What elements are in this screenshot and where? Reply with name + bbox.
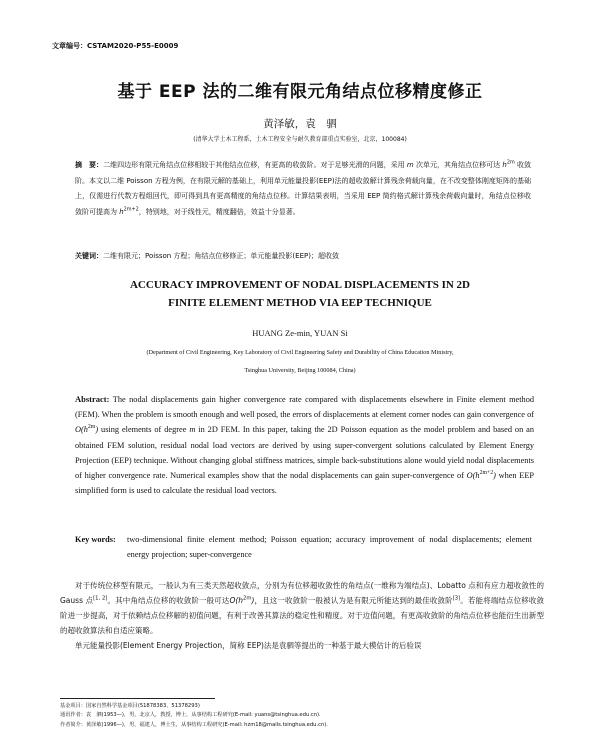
big-o-term: O(h: [466, 471, 480, 481]
abstract-chinese-exponent: 2m+2: [123, 206, 139, 213]
abstract-english-text: in 2D FEM. In this paper, taking the 2D Poisson equation as the model problem and based on an obtained FEM solution, residual nodal load vectors are derived by using super-convergent solutions calculated by Element Energy Projection (EEP) technique. Without changing global stiffness matrices, simple back-substitutions alone would yield nodal displacements of higher convergence rate. Numerical examples show that the nodal displacements can gain super-convergence of: [75, 425, 534, 481]
footnote-funding: 基金项目：国家自然科学基金项目(51878383、51378293): [60, 703, 200, 709]
keywords-chinese-text: 二维有限元；Poisson 方程；角结点位移修正；单元能量投影(EEP)；超收敛: [103, 252, 339, 260]
body-text-run: ，且这一收敛阶一般被认为是有限元所能达到的最佳收敛阶: [254, 596, 453, 605]
affiliation-english-line: (Department of Civil Engineering, Key Laboratory of Civil Engineering Safety and Durability of China Education Ministry,: [146, 349, 454, 356]
keywords-chinese-label: 关键词：: [75, 252, 103, 260]
body-text: [60, 578, 544, 653]
abstract-english-text: The nodal displacements gain higher convergence rate compared with displacements elsewhere in Finite element method (FEM). When the problem is smooth enough and well posed, the errors of displacements at element corner nodes can gain convergence of: [75, 395, 534, 420]
abstract-english-text: when EEP simplified form is used to calculate the residual load vectors.: [75, 471, 535, 496]
footnote-corresponding-author: 通讯作者：袁 驷(1953—)，男，北京人，教授，博士，从事结构工程研究(E-mail: yuans@tsinghua.edu.cn).: [60, 712, 321, 719]
title-english-line: ACCURACY IMPROVEMENT OF NODAL DISPLACEMENTS IN 2D: [129, 279, 470, 291]
body-paragraph: [60, 578, 544, 638]
abstract-chinese-text: 次单元，其角结点位移可达: [413, 161, 503, 169]
abstract-chinese-text: 二维四边形有限元角结点位移相较于其他结点位移，有更高的收敛阶。对于足够光滑的问题，采用: [103, 161, 407, 169]
title-chinese: 基于 EEP 法的二维有限元角结点位移精度修正: [117, 82, 483, 102]
citation-ref: [3]: [452, 595, 461, 602]
degree-m: m: [189, 425, 196, 435]
abstract-chinese-h: h: [119, 208, 124, 217]
big-o-close: ): [251, 596, 255, 605]
footnote-author-bio: 作者简介：黄泽敏(1996—)，男，福建人，博士生，从事结构工程研究(E-mail: hzm18@mails.tsinghua.edu.cn).: [60, 721, 328, 728]
citation-ref: [1, 2]: [93, 595, 108, 602]
big-o-close: ): [493, 471, 496, 481]
abstract-chinese-text: 收敛阶。本文以二维 Poisson 方程为例，在有限元解的基础上，利用单元能量投影(EEP)法的超收敛解计算残余荷载向量，在不改变整体刚度矩阵的基础上，仅需进行代数方程组回代，即可得到具有更高精度的角结点位移。计算结果表明，当采用 EEP 简约格式解计算残余荷载向量时，角结点位移收敛阶可提高为: [75, 161, 531, 217]
body-paragraph: 单元能量投影(Element Energy Projection，简称 EEP)法是袁驷等提出的一种基于最大模估计的后验误: [75, 641, 422, 650]
keywords-english-text: two-dimensional finite element method; Poisson equation; accuracy improvement of nodal displacements; element energy projection; super-convergence: [127, 535, 532, 560]
keywords-english: [75, 532, 534, 562]
footnote-divider: [60, 698, 215, 699]
abstract-chinese-exponent: 2m: [506, 159, 515, 166]
body-text-run: 。若能将端结点位移收敛阶进一步提高，对于依赖结点位移解的初值问题，有利于改善其算法的稳定性和精度。对于边值问题，有更高收敛阶的角结点位移也能衍生出新型的超收敛算法和自适应策略。: [60, 596, 545, 635]
authors-english: HUANG Ze-min, YUAN Si: [252, 328, 348, 338]
body-text-run: 对于传统位移型有限元，一般认为有三类天然超收敛点，分别为有位移超收敛性的角结点(一维称为端结点)、Lobatto 点和有应力超收敛性的 Gauss 点: [60, 581, 544, 605]
abstract-chinese-m: m: [406, 161, 414, 169]
abstract-chinese-h: h: [502, 161, 507, 169]
article-number: 文章编号：CSTAM2020-P55-E0009: [52, 42, 179, 50]
abstract-chinese-label: 摘 要：: [75, 161, 104, 169]
authors-chinese: 黄泽敏，袁 驷: [263, 118, 337, 130]
abstract-chinese-text: ，特别地，对于线性元，精度翻倍，效益十分显著。: [138, 208, 300, 217]
keywords-chinese: [75, 251, 531, 261]
title-english: [0, 277, 600, 312]
big-o-exponent: 2m+2: [479, 470, 494, 477]
title-english-line: FINITE ELEMENT METHOD VIA EEP TECHNIQUE: [168, 296, 432, 309]
abstract-english-label: Abstract:: [75, 394, 110, 404]
big-o-close: ): [95, 425, 99, 435]
footnotes: [60, 702, 550, 730]
big-o-exponent: 2m: [243, 595, 252, 602]
abstract-english-text: using elements of degree: [98, 425, 190, 435]
big-o-term: O(h: [75, 425, 88, 435]
affiliation-chinese: (清华大学土木工程系，土木工程安全与耐久教育部重点实验室，北京，100084): [193, 136, 407, 143]
keywords-english-label: Key words:: [75, 535, 116, 544]
big-o-term: O(h: [229, 596, 244, 605]
affiliation-english-line: Tsinghua University, Beijing 100084, China): [244, 367, 356, 374]
abstract-chinese: [75, 158, 531, 221]
big-o-exponent: 2m: [87, 424, 96, 431]
body-text-run: 。其中角结点位移的收敛阶一般可达: [107, 596, 230, 605]
abstract-english: [75, 392, 534, 498]
